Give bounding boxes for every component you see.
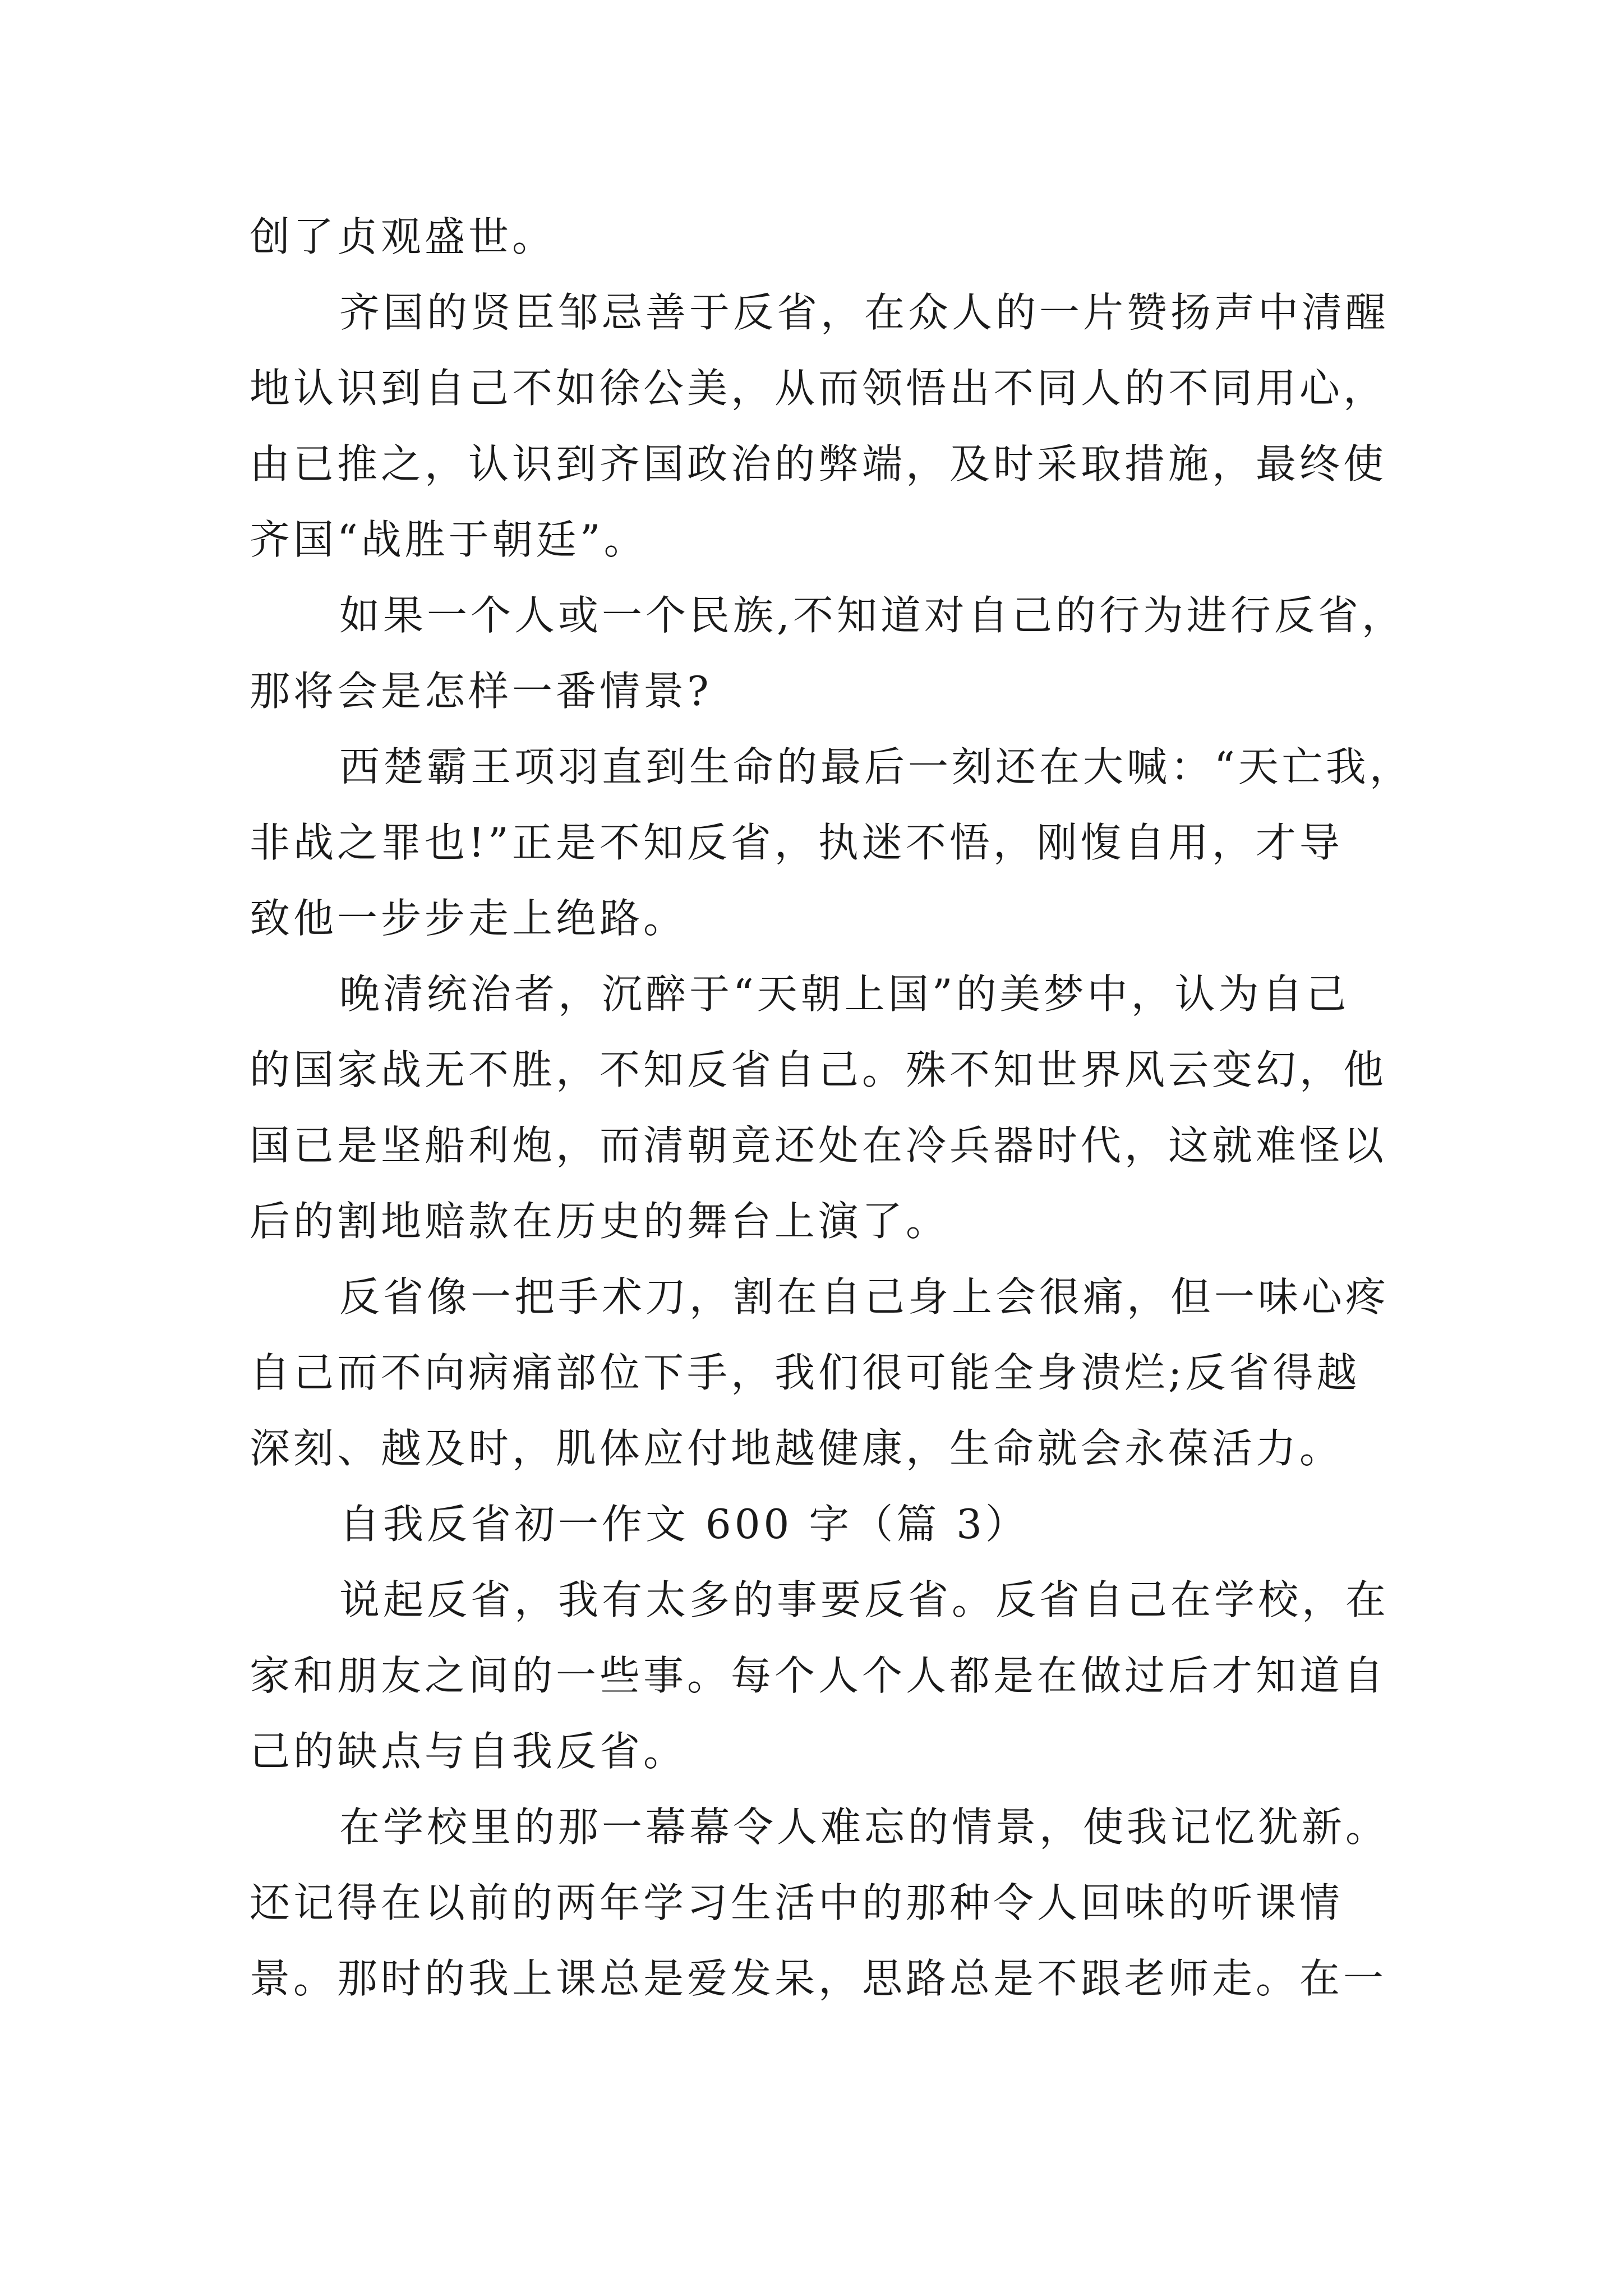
text-line: 非战之罪也!”正是不知反省，执迷不悟，刚愎自用，才导 — [250, 819, 1343, 866]
section-heading: 自我反省初一作文 600 字（篇 3） — [339, 1501, 1029, 1548]
text-line: 后的割地赔款在历史的舞台上演了。 — [250, 1198, 950, 1245]
paragraph-start-line: 齐国的贤臣邹忌善于反省，在众人的一片赞扬声中清醒 — [339, 289, 1390, 336]
paragraph-start-line: 西楚霸王项羽直到生命的最后一刻还在大喊：“天亡我， — [339, 743, 1413, 790]
document-body — [250, 199, 1413, 2017]
text-line: 那将会是怎样一番情景? — [250, 668, 712, 715]
text-line: 创了贞观盛世。 — [250, 213, 556, 260]
paragraph-start-line: 说起反省，我有太多的事要反省。反省自己在学校，在 — [339, 1576, 1390, 1623]
text-line: 由已推之，认识到齐国政治的弊端，及时采取措施，最终使 — [250, 440, 1387, 487]
text-line: 还记得在以前的两年学习生活中的那种令人回味的听课情 — [250, 1879, 1344, 1926]
text-line: 国已是坚船利炮，而清朝竟还处在冷兵器时代，这就难怪以 — [250, 1122, 1387, 1169]
text-line: 己的缺点与自我反省。 — [250, 1728, 688, 1775]
text-line: 地认识到自己不如徐公美，从而领悟出不同人的不同用心， — [250, 365, 1387, 412]
text-line: 家和朋友之间的一些事。每个人个人都是在做过后才知道自 — [250, 1652, 1387, 1699]
text-line: 的国家战无不胜，不知反省自己。殊不知世界风云变幻，他 — [250, 1046, 1387, 1093]
text-line: 景。那时的我上课总是爱发呆，思路总是不跟老师走。在一 — [250, 1955, 1387, 2002]
text-line: 深刻、越及时，肌体应付地越健康，生命就会永葆活力。 — [250, 1425, 1344, 1472]
paragraph-start-line: 反省像一把手术刀，割在自己身上会很痛，但一味心疼 — [339, 1273, 1390, 1320]
text-line: 致他一步步走上绝路。 — [250, 895, 688, 942]
text-line: 自己而不向病痛部位下手，我们很可能全身溃烂;反省得越 — [250, 1349, 1361, 1396]
paragraph-start-line: 晚清统治者，沉醉于“天朝上国”的美梦中，认为自己 — [339, 970, 1350, 1018]
text-line: 齐国“战胜于朝廷”。 — [250, 516, 648, 563]
paragraph-start-line: 在学校里的那一幕幕令人难忘的情景，使我记忆犹新。 — [339, 1803, 1390, 1851]
paragraph-start-line: 如果一个人或一个民族,不知道对自己的行为进行反省， — [339, 592, 1405, 639]
